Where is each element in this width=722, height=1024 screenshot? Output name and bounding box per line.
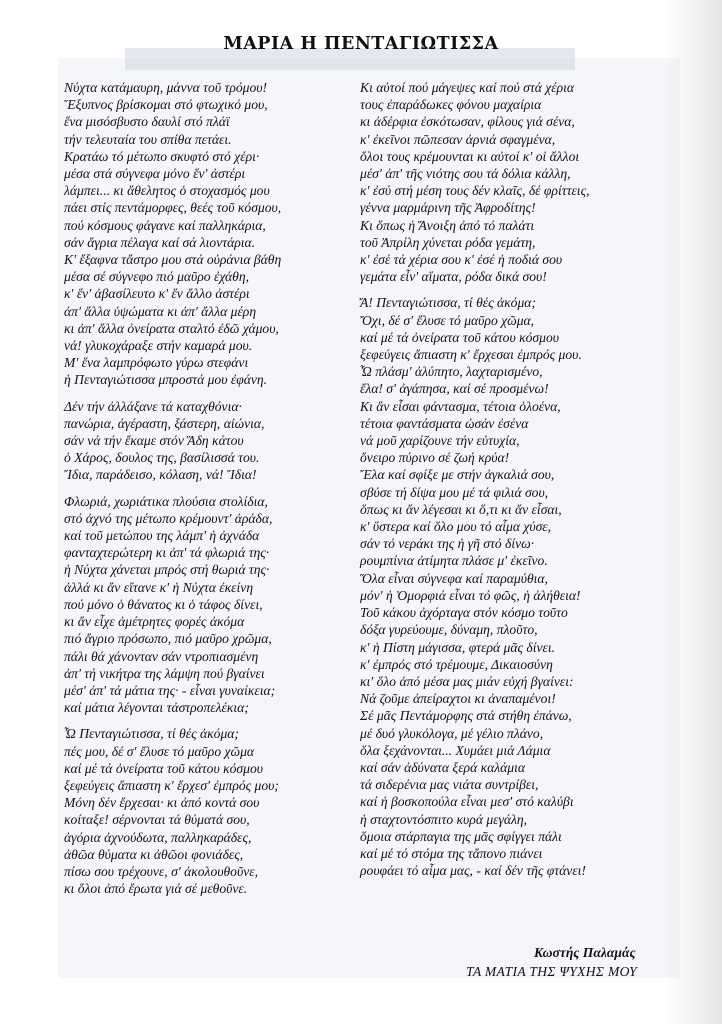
poem-line: κ' ἐμπρός στό τρέμουμε, Δικαιοσύνη — [360, 656, 553, 672]
poem-line: πάλι θά χάνονταν σάν ντροπιασμένη — [64, 648, 259, 664]
poem-line: κ' ἐσύ στή μέση τους δέν κλαῖς, δέ φρίττεις, — [360, 183, 590, 199]
poem-line: Νά ζοῦμε ἀπείραχτοι κι ἀναπαμένοι! — [360, 691, 556, 707]
poem-line: Κι αὐτοί πού μάγεψες καί πού στά χέρια — [360, 80, 575, 95]
poem-line: καί σάν ἀδύνατα ξερά καλάμια — [360, 759, 526, 775]
poem-line: τήν τελευταία του σπίθα πετάει. — [64, 131, 232, 147]
poem-stanza — [64, 493, 354, 717]
poem-line: μέσα σέ σύγνεφο πιό μαῦρο ἐχάθη, — [64, 269, 249, 285]
poem-line: μέ δυό γλυκόλογα, μέ γέλιο πλάνο, — [360, 725, 544, 741]
poem-line: πού κόσμους φάγανε καί παλληκάρια, — [64, 217, 266, 233]
poem-line: κι ἀπ' ἄλλα ὀνείρατα σταλτό ἐδῶ χάμου, — [64, 320, 279, 336]
poem-line: καί ἡ βοσκοπούλα εἶναι μεσ' στό καλύβι — [360, 794, 574, 810]
poem-line: κι' ὅλο ἀπό μέσα μας μιάν εὐχή βγαίνει: — [360, 673, 574, 689]
poem-line: πού μόνο ὁ θάνατος κι ὁ τάφος δίνει, — [64, 596, 263, 612]
poem-line: ἔλα! σ' ἀγάπησα, καί σέ προσμένω! — [360, 381, 549, 397]
poem-line: μέσ' ἀπ' τῆς νιότης σου τά δόλια κάλλη, — [360, 166, 571, 182]
poem-line: σάν νά τήν ἔκαμε στόν Ἅδη κάτου — [64, 433, 244, 449]
poem-line: στό ἀχνό της μέτωπο κρέμουντ' ἀράδα, — [64, 510, 273, 526]
poem-line: ὄνειρο πύρινο σέ ζωή κρύα! — [360, 450, 510, 466]
poem-line: κι ἀδέρφια ἐσκότωσαν, φίλους γιά σένα, — [360, 114, 575, 130]
poem-line: πές μου, δέ σ' ἔλυσε τό μαῦρο χῶμα — [64, 743, 255, 759]
poem-line: σάν ἄγρια πέλαγα καί σά λιοντάρια. — [64, 234, 256, 250]
poem-line: καί μάτια λέγονται τἀστροπελέκια; — [64, 700, 249, 716]
poem-line: μέσ' ἀπ' τά μάτια της· - εἶναι γυναίκεια; — [64, 682, 276, 698]
poem-line: ὁ Χάρος, δουλος της, βασίλισσά του. — [64, 450, 260, 466]
poem-line: καί μέ τό στόμα της τἄπονο πιάνει — [360, 845, 543, 861]
poem-line: δόξα γυρεύουμε, δύναμη, πλοῦτο, — [360, 622, 538, 638]
poem-line: Κ' ἔξαφνα τἄστρο μου στά οὐράνια βάθη — [64, 252, 282, 268]
poem-line: καί τοῦ μετώπου της λάμπ' ἡ ἀχνάδα — [64, 528, 260, 544]
poem-line: ξεφεύγεις ἄπιαστη κ' ἔρχεσαι ἐμπρός μου. — [360, 347, 582, 363]
poem-line: ξεφεύγεις ἄπιαστη κ' ἔρχεσ' ἐμπρός μου; — [64, 777, 279, 793]
poem-title: ΜΑΡΙΑ Η ΠΕΝΤΑΓΙΩΤΙΣΣΑ — [223, 34, 499, 54]
poem-line: ἡ σταχτοντόσπιτο κυρά μεγάλη, — [360, 811, 528, 827]
poem-line: Δέν τήν ἀλλάξανε τά καταχθόνια· — [64, 398, 242, 414]
poem-line: Σέ μᾶς Πεντάμορφης στά στήθη ἐπάνω, — [360, 708, 572, 724]
poem-line: Τοῦ κάκου ἀχόρταγα στόν κόσμο τοῦτο — [360, 605, 568, 621]
poem-line: μέσα στά σύγνεφα μόνο ἕν' ἀστέρι — [64, 166, 246, 182]
poem-line: Ἴδια, παράδεισο, κόλαση, νά! Ἴδια! — [64, 467, 257, 483]
poem-line: λάμπει... κι ἄθελητος ὁ στοχασμός μου — [64, 183, 270, 199]
poem-line: τοῦ Ἀπρίλη χύνεται ρόδα γεμάτη, — [360, 234, 536, 250]
poem-line: ὅμοια στάρπαγια της μᾶς σφίγγει πάλι — [360, 828, 562, 844]
poem-line: ὅπως κι ἄν λέγεσαι κι ὅ,τι κι ἄν εἶσαι, — [360, 501, 562, 517]
poem-line: Ὅλα εἶναι σύγνεφα καί παραμύθια, — [360, 570, 548, 586]
poem-line: Φλωριά, χωριάτικα πλούσια στολίδια, — [64, 493, 268, 509]
poem-line: πανώρια, ἀγέραστη, ξάστερη, αἰώνια, — [64, 415, 265, 431]
poem-line: νά! γλυκοχάραξε στήν καμαρά μου. — [64, 338, 253, 354]
poem-line: ὅλοι τους κρέμουνται κι αὐτοί κ' οἱ ἄλλοι — [360, 148, 580, 164]
poem-line: σβύσε τή δίψα μου μέ τά φιλιά σου, — [360, 484, 549, 500]
poem-line: Κρατάω τό μέτωπο σκυφτό στό χέρι· — [64, 148, 260, 164]
poem-line: κι ὅλοι ἀπό ἔρωτα γιά σέ μεθοῦνε. — [64, 881, 248, 897]
poem-line: κ' ἐσέ τά χέρια σου κ' ἐσέ ἡ ποδιά σου — [360, 252, 563, 268]
poem-line: ἡ Πενταγιώτισσα μπροστά μου ἐφάνη. — [64, 372, 268, 388]
poem-stanza — [64, 725, 354, 897]
poem-line: Ἔλα καί σφίξε με στήν ἀγκαλιά σου, — [360, 467, 555, 483]
poem-line: καί μέ τά ὀνείρατα τοῦ κάτου κόσμου — [64, 760, 263, 776]
poem-line: Ἔξυπνος βρίσκομαι στό φτωχικό μου, — [64, 97, 268, 113]
poem-line: Ὦ Πενταγιώτισσα, τί θές ἀκόμα; — [64, 726, 239, 742]
poem-line: πιό ἄγριο πρόσωπο, πιό μαῦρο χρῶμα, — [64, 631, 272, 647]
poem-line: Μόνη δέν ἔρχεσαι· κι ἀπό κοντά σου — [64, 795, 260, 811]
poem-line: σάν τό νεράκι της ἡ γῆ στό δίνω· — [360, 536, 535, 552]
book-source: ΤΑ ΜΑΤΙΑ ΤΗΣ ΨΥΧΗΣ ΜΟΥ — [466, 964, 637, 979]
poem-line: τά σιδερένια μας νιάτα συντρίβει, — [360, 777, 539, 793]
poem-line: ὅλα ξεχάνονται... Χυμάει μιά Λάμια — [360, 742, 551, 758]
poem-line: ἡ Νύχτα χάνεται μπρός στή θωριά της· — [64, 562, 270, 578]
poem-line: ἀλλά κι ἄν εἴτανε κ' ἡ Νύχτα ἐκείνη — [64, 579, 254, 595]
poem-line: μόν' ἡ Ὀμορφιά εἶναι τό φῶς, ἡ ἀλήθεια! — [360, 587, 581, 603]
poem-line: πίσω σου τρέχουνε, σ' ἀκολουθοῦνε, — [64, 863, 258, 879]
left-column — [64, 79, 354, 906]
poem-stanza — [360, 79, 660, 285]
poem-line: ἕνα μισόσβυστο δαυλί στό πλάϊ — [64, 114, 230, 130]
poem-stanza — [64, 79, 354, 389]
poem-line: κοίταξε! σέρνονται τά θύματά σου, — [64, 812, 250, 828]
poem-line: Κι ὅπως ἡ Ἄνοιξη ἀπό τό παλάτι — [360, 217, 535, 233]
right-column — [360, 79, 660, 888]
poem-line: Ὦ πλάσμ' ἀλύπητο, λαχταρισμένο, — [360, 364, 543, 380]
poem-line: Ὄχι, δέ σ' ἔλυσε τό μαῦρο χῶμα, — [360, 312, 535, 328]
poem-line: ἀπ' ἄλλα ὑψώματα κι ἀπ' ἄλλα μέρη — [64, 303, 257, 319]
poem-line: καί μέ τά ὀνείρατα τοῦ κάτου κόσμου — [360, 329, 559, 345]
poem-line: ἀγόρια ἀχνούδωτα, παλληκαράδες, — [64, 829, 252, 845]
poem-line: Κι ἄν εἶσαι φάντασμα, τέτοια ὁλοένα, — [360, 398, 561, 414]
poem-stanza — [360, 294, 660, 879]
poem-line: γεμάτα εἶν' αἵματα, ρόδα δικά σου! — [360, 269, 547, 285]
poem-line: νά μοῦ χαρίζουνε τήν εὐτυχία, — [360, 433, 520, 449]
poem-line: ἀθῶα θύματα κι ἀθῶοι φονιάδες, — [64, 846, 244, 862]
poem-line: κ' ἡ Πίστη μάγισσα, φτερά μᾶς δίνει. — [360, 639, 556, 655]
poem-line: ρουμπίνια ἀτίμητα πλάσε μ' ἐκεῖνο. — [360, 553, 548, 569]
poem-line: γέννα μαρμάρινη τῆς Ἀφροδίτης! — [360, 200, 536, 216]
poem-stanza — [64, 398, 354, 484]
poem-line: Μ' ἕνα λαμπρόφωτο γύρω στεφάνι — [64, 355, 249, 371]
author-signature: Κωστής Παλαμάς — [534, 945, 636, 960]
poem-line: φανταχτερώτερη κι ἀπ' τά φλωριά της· — [64, 545, 270, 561]
poem-line: πάει στίς πεντάμορφες, θεές τοῦ κόσμου, — [64, 200, 282, 216]
poem-line: κ' ὕστερα καί ὅλο μου τό αἷμα χύσε, — [360, 519, 552, 535]
poem-line: τους ἐπαράδωκες φόνου μαχαίρια — [360, 97, 542, 113]
poem-line: ρουφάει τό αἷμα μας, - καί δέν τῆς φτάνει! — [360, 863, 586, 879]
poem-line: κ' ἐκεῖνοι πῶπεσαν ἀρνιά σφαγμένα, — [360, 131, 556, 147]
poem-line: ἀπ' τή νικήτρα της λάμψη πού βγαίνει — [64, 665, 265, 681]
poem-line: Νύχτα κατάμαυρη, μάννα τοῦ τρόμου! — [64, 80, 268, 95]
poem-line: τέτοια φαντάσματα ὡσάν ἐσένα — [360, 415, 529, 431]
poem-line: κι ἄν εἶχε ἀμέτρητες φορές ἀκόμα — [64, 614, 245, 630]
poem-line: Ἄ! Πενταγιώτισσα, τί θές ἀκόμα; — [360, 295, 536, 311]
poem-line: κ' ἕν' ἀβασίλευτο κ' ἕν ἄλλο ἀστέρι — [64, 286, 250, 302]
